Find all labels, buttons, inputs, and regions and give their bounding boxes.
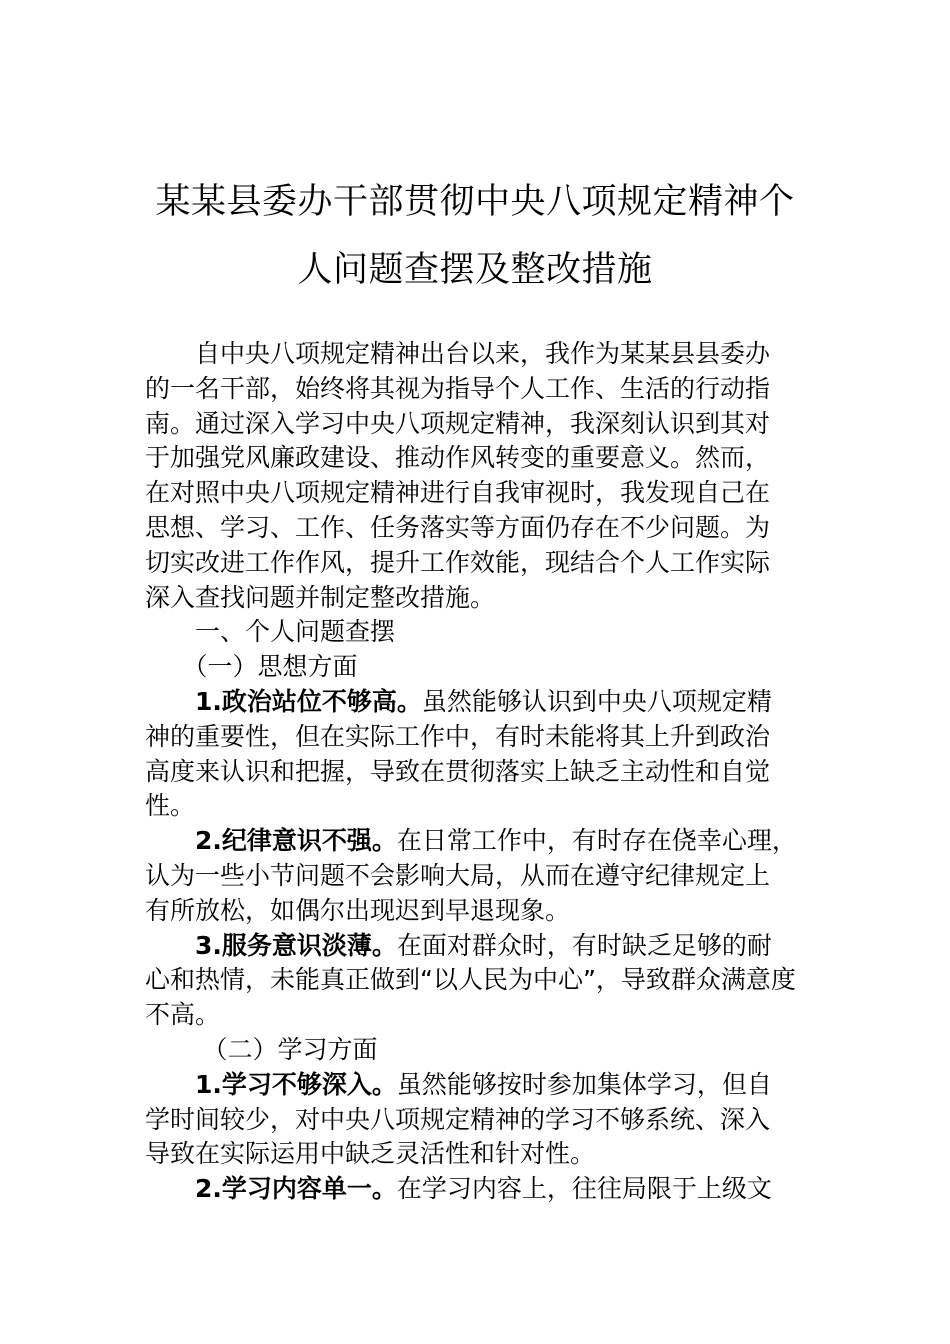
subsection-heading-1: （一）思想方面 bbox=[182, 652, 358, 682]
document-title-line-1: 某某县委办干部贯彻中央八项规定精神个 bbox=[155, 182, 795, 222]
item-first-line bbox=[145, 1172, 810, 1207]
item-text: 虽然能够按时参加集体学习，但自 bbox=[396, 1069, 772, 1099]
item-text: 在学习内容上，往往局限于上级文 bbox=[396, 1174, 772, 1204]
item-line: 心和热情，未能真正做到“以人民为中心”，导致群众满意度 bbox=[145, 965, 796, 995]
item-political-stance bbox=[145, 685, 810, 824]
intro-line: 切实改进工作作风，提升工作效能，现结合个人工作实际 bbox=[145, 547, 771, 577]
intro-line: 在对照中央八项规定精神进行自我审视时，我发现自己在 bbox=[145, 478, 771, 508]
intro-line: 于加强党风廉政建设、推动作风转变的重要意义。然而， bbox=[145, 443, 771, 473]
item-line: 高度来认识和把握，导致在贯彻落实上缺乏主动性和自觉 bbox=[145, 756, 771, 786]
item-lead: 1.政治站位不够高。 bbox=[195, 686, 422, 716]
subsection-heading-2: （二）学习方面 bbox=[202, 1034, 378, 1064]
item-first-line bbox=[145, 929, 810, 964]
item-lead: 1.学习不够深入。 bbox=[195, 1069, 397, 1099]
item-line: 神的重要性，但在实际工作中，有时未能将其上升到政治 bbox=[145, 721, 771, 751]
intro-line: 自中央八项规定精神出台以来，我作为某某县县委办 bbox=[195, 339, 771, 368]
document-body bbox=[145, 337, 810, 1207]
item-text: 虽然能够认识到中央八项规定精 bbox=[421, 686, 772, 716]
intro-line: 深入查找问题并制定整改措施。 bbox=[145, 582, 496, 612]
document-title-line-2: 人问题查摆及整改措施 bbox=[297, 250, 653, 290]
item-line: 性。 bbox=[145, 791, 196, 821]
item-text: 在面对群众时，有时缺乏足够的耐 bbox=[396, 930, 772, 960]
intro-line: 的一名干部，始终将其视为指导个人工作、生活的行动指 bbox=[145, 373, 771, 403]
item-line: 导致在实际运用中缺乏灵活性和针对性。 bbox=[145, 1139, 596, 1169]
section-heading-1: 一、个人问题查摆 bbox=[195, 617, 396, 647]
item-line: 认为一些小节问题不会影响大局，从而在遵守纪律规定上 bbox=[145, 860, 771, 890]
item-lead: 2.学习内容单一。 bbox=[195, 1174, 397, 1204]
item-lead: 3.服务意识淡薄。 bbox=[195, 930, 397, 960]
item-study-depth bbox=[145, 1068, 810, 1172]
item-study-content bbox=[145, 1172, 810, 1207]
intro-line: 思想、学习、工作、任务落实等方面仍存在不少问题。为 bbox=[145, 512, 771, 542]
intro-paragraph bbox=[145, 337, 810, 615]
item-first-line bbox=[145, 685, 810, 720]
item-line: 不高。 bbox=[145, 1000, 221, 1030]
intro-line: 南。通过深入学习中央八项规定精神，我深刻认识到其对 bbox=[145, 408, 771, 438]
item-line: 有所放松，如偶尔出现迟到早退现象。 bbox=[145, 895, 571, 925]
item-lead: 2.纪律意识不强。 bbox=[195, 826, 397, 856]
item-line: 学时间较少，对中央八项规定精神的学习不够系统、深入 bbox=[145, 1104, 771, 1134]
item-first-line bbox=[145, 1068, 810, 1103]
item-first-line bbox=[145, 824, 810, 859]
item-text: 在日常工作中，有时存在侥幸心理， bbox=[396, 826, 797, 856]
item-service-awareness bbox=[145, 929, 810, 1033]
item-discipline-awareness bbox=[145, 824, 810, 928]
